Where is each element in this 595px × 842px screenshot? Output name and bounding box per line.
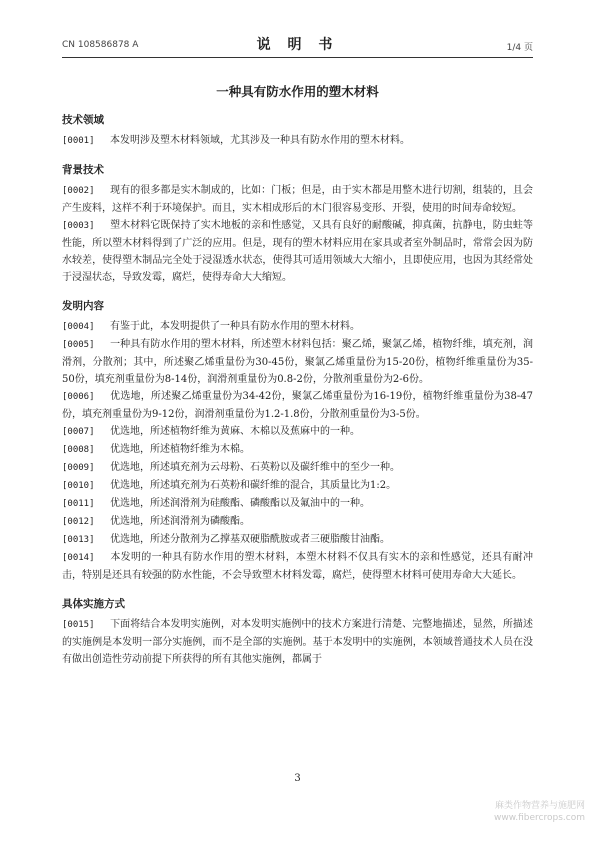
section-heading: 发明内容 (62, 300, 104, 312)
paragraph (62, 441, 533, 459)
paragraph-text: 优选地，所述填充剂为云母粉、石英粉以及碳纤维中的至少一种。 (110, 462, 400, 473)
paragraph-text: 有鉴于此，本发明提供了一种具有防水作用的塑木材料。 (110, 321, 360, 332)
paragraph-id: [0014] (62, 553, 95, 563)
doc-type: 说 明 书 (256, 37, 339, 53)
paragraph-id: [0005] (62, 340, 95, 350)
paragraph-text: 优选地，所述聚乙烯重量份为34-42份，聚氯乙烯重量份为16-19份，植物纤维重量份为38-47份，填充剂重量份为9-12份，润滑剂重量份为1.2-1.8份，分散剂重量份为3-5份。 (62, 391, 533, 420)
paragraph-id: [0003] (62, 221, 95, 231)
section-heading: 背景技术 (62, 164, 104, 176)
paragraph-text: 本发明的一种具有防水作用的塑木材料，本塑木材料不仅具有实木的亲和性感觉，还具有耐冲击，特别是还具有较强的防水性能，不会导致塑木材料发霉，腐烂，使得塑木材料可使用寿命大大延长。 (62, 552, 533, 581)
paragraph (62, 616, 533, 668)
paragraph-id: [0004] (62, 322, 95, 332)
paragraph-id: [0012] (62, 517, 95, 527)
paragraph-id: [0007] (62, 427, 95, 437)
section-heading: 技术领域 (62, 114, 104, 126)
paragraph-id: [0009] (62, 463, 95, 473)
paragraph-id: [0011] (62, 499, 95, 509)
paragraph (62, 495, 533, 513)
paragraph-id: [0010] (62, 481, 95, 491)
paragraph-text: 本发明涉及塑木材料领域，尤其涉及一种具有防水作用的塑木材料。 (110, 135, 410, 146)
watermark (494, 800, 585, 824)
paragraph (62, 217, 533, 286)
paragraph-text: 塑木材料它既保持了实木地板的亲和性感觉，又具有良好的耐酸碱，抑真菌，抗静电，防虫蛀等性能，所以塑木材料得到了广泛的应用。但是，现有的塑木材料应用在家具或者室外制品时，常常会因为防水较差，使得塑木制品完全处于浸湿透水状态，使得其可适用领域大大缩小，且即使应用，也因为其经常处于浸湿状态，导致发霉，腐烂，使得寿命大大缩短。 (62, 220, 533, 283)
paragraph (62, 459, 533, 477)
paragraph-id: [0008] (62, 445, 95, 455)
paragraph-id: [0006] (62, 392, 95, 402)
page-info: 1/4 页 (506, 43, 533, 53)
paragraph-text: 优选地，所述分散剂为乙撑基双硬脂酰胺或者三硬脂酸甘油酯。 (110, 534, 390, 545)
doc-number: CN 108586878 A (62, 40, 139, 50)
paragraph (62, 132, 533, 150)
paragraph (62, 549, 533, 584)
document-body (62, 112, 533, 668)
header-rule (62, 57, 533, 58)
section-heading: 具体实施方式 (62, 598, 125, 610)
paragraph-id: [0002] (62, 186, 95, 196)
paragraph (62, 388, 533, 423)
paragraph (62, 531, 533, 549)
paragraph (62, 513, 533, 531)
paragraph-text: 优选地，所述润滑剂为硅酸酯、磷酸酯以及氟油中的一种。 (110, 498, 370, 509)
paragraph-text: 优选地，所述填充剂为石英粉和碳纤维的混合，其质量比为1:2。 (110, 480, 397, 491)
paragraph-text: 一种具有防水作用的塑木材料，所述塑木材料包括：聚乙烯，聚氯乙烯，植物纤维，填充剂，润滑剂，分散剂；其中，所述聚乙烯重量份为30-45份，聚氯乙烯重量份为15-20份，植物纤维重量份为35-50份，填充剂重量份为8-14份，润滑剂重量份为0.8-2份，分散剂重量份为2-6份。 (62, 339, 533, 385)
paragraph (62, 336, 533, 388)
paragraph (62, 182, 533, 217)
watermark-line2: www.fibercrops.com (494, 813, 585, 823)
paragraph-text: 下面将结合本发明实施例，对本发明实施例中的技术方案进行清楚、完整地描述，显然，所描述的实施例是本发明一部分实施例，而不是全部的实施例。基于本发明中的实施例，本领域普通技术人员在没有做出创造性劳动前提下所获得的所有其他实施例，都属于 (62, 619, 533, 665)
paragraph (62, 423, 533, 441)
paragraph (62, 318, 533, 336)
page-header (62, 30, 533, 56)
paragraph-text: 优选地，所述润滑剂为磷酸酯。 (110, 516, 250, 527)
document-title: 一种具有防水作用的塑木材料 (216, 84, 379, 99)
paragraph-id: [0001] (62, 136, 95, 146)
paragraph-text: 优选地，所述植物纤维为黄麻、木棉以及蕉麻中的一种。 (110, 426, 360, 437)
paragraph-text: 现有的很多都是实木制成的，比如：门板；但是，由于实木都是用整木进行切割，组装的，且会产生废料，这样不利于环境保护。而且，实木相成形后的木门很容易变形、开裂，使用的时间寿命较短。 (62, 185, 533, 214)
paragraph (62, 477, 533, 495)
paragraph-id: [0015] (62, 620, 95, 630)
paragraph-id: [0013] (62, 535, 95, 545)
page-number: 3 (294, 773, 301, 784)
watermark-line1: 麻类作物营养与施肥网 (494, 801, 585, 811)
paragraph-text: 优选地，所述植物纤维为木棉。 (110, 444, 250, 455)
